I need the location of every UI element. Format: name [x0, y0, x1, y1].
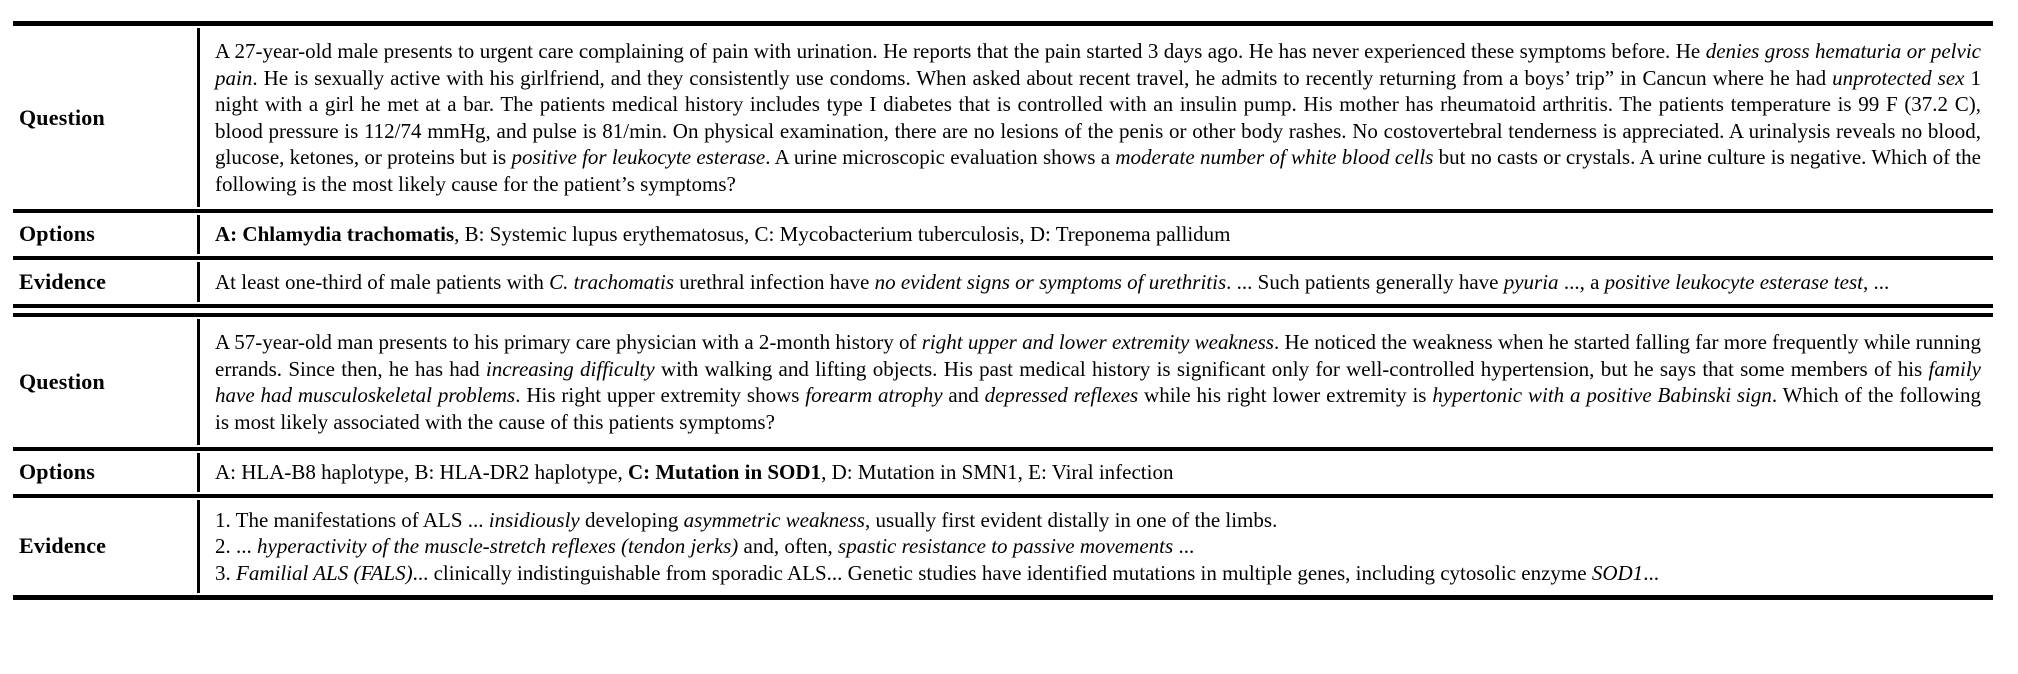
row-label-evidence-2: Evidence — [19, 533, 107, 559]
question-row-1 — [13, 26, 1993, 209]
evidence-row-2 — [13, 498, 1993, 596]
row-label-options-1: Options — [19, 221, 95, 247]
block-separator-double-rule — [13, 304, 1993, 317]
options-text-2: A: HLA-B8 haplotype, B: HLA-DR2 haplotype, C: Mutation in SOD1, D: Mutation in SMN1, E: Viral infection — [215, 460, 1174, 484]
question-row-2 — [13, 317, 1993, 447]
question-text-1: A 27-year-old male presents to urgent care complaining of pain with urination. He reports that the pain started 3 days ago. He has never experienced these symptoms before. He denies gross hematuria or pelvic pain. He is sexually active with his girlfriend, and they consistently use condoms. When asked about recent travel, he admits to recently returning from a boys’ trip” in Cancun where he had unprotected sex 1 night with a girl he met at a bar. The patients medical history includes type I diabetes that is controlled with an insulin pump. His mother has rheumatoid arthritis. The patients temperature is 99 F (37.2 C), blood pressure is 112/74 mmHg, and pulse is 81/min. On physical examination, there are no lesions of the penis or other body rashes. No costovertebral tenderness is appreciated. A urinalysis reveals no blood, glucose, ketones, or proteins but is positive for leukocyte esterase. A urine microscopic evaluation shows a moderate number of white blood cells but no casts or crystals. A urine culture is negative. Which of the following is the most likely cause for the patient’s symptoms? — [215, 39, 1982, 196]
options-row-1 — [13, 213, 1993, 256]
row-label-question-2: Question — [19, 369, 105, 394]
row-label-evidence-1: Evidence — [19, 268, 107, 294]
evidence-text-1: At least one-third of male patients with C. trachomatis urethral infection have no evident signs or symptoms of urethritis. ... Such patients generally have pyuria ..., a positive leukocyte esterase test, ... — [215, 269, 1890, 294]
evidence-row-1 — [13, 260, 1993, 305]
question-text-2: A 57-year-old man presents to his primary care physician with a 2-month history of right upper and lower extremity weakness. He noticed the weakness when he started falling far more frequently while running errands. Since then, he has had increasing difficulty with walking and lifting objects. His past medical history is significant only for well-controlled hypertension, but he says that some members of his family have had musculoskeletal problems. His right upper extremity shows forearm atrophy and depressed reflexes while his right lower extremity is hypertonic with a positive Babinski sign. Which of the following is most likely associated with the cause of this patients symptoms? — [215, 330, 1981, 434]
row-label-options-2: Options — [19, 459, 95, 485]
qa-examples-table — [13, 21, 1993, 600]
options-row-2 — [13, 451, 1993, 494]
evidence-text-2: 1. The manifestations of ALS ... insidiously developing asymmetric weakness, usually first evident distally in one of the limbs. 2. ... hyperactivity of the muscle-stretch reflexes (tendon jerks) and, often, spastic resistance to passive movements ... 3. Familial ALS (FALS)... clinically indistinguishable from sporadic ALS... Genetic studies have identified mutations in multiple genes, including cytosolic enzyme SOD1... — [215, 507, 1659, 585]
row-label-question-1: Question — [19, 104, 105, 130]
options-text-1: A: Chlamydia trachomatis, B: Systemic lupus erythematosus, C: Mycobacterium tuberculosis, D: Treponema pallidum — [215, 222, 1231, 246]
table-bottom-rule — [13, 595, 1993, 600]
